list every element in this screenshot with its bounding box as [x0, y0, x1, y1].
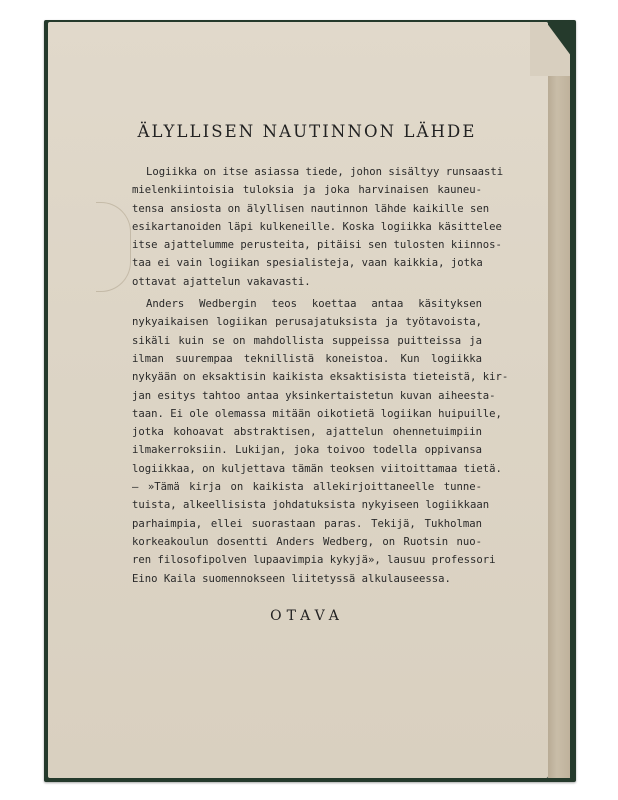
paragraph-2 — [132, 295, 509, 588]
headline: ÄLYLLISEN NAUTINNON LÄHDE — [137, 122, 477, 141]
text-line: sikäli kuin se on mahdollista suppeissa puitteissa ja — [132, 334, 482, 347]
text-line: Logiikka on itse asiassa tiede, johon sisältyy runsaasti — [146, 166, 504, 178]
text-line: Eino Kaila suomennokseen liitetyssä alkulauseessa. — [132, 572, 451, 585]
paper-stain — [96, 202, 131, 292]
text-line: ilmakerroksiin. Lukijan, joka toivoo todella oppivansa — [132, 444, 482, 457]
text-line: Anders Wedbergin teos koettaa antaa käsityksen — [146, 298, 482, 311]
text-line: taa ei vain logiikan spesialisteja, vaan kaikkia, jotka — [132, 257, 483, 270]
text-line: jan esitys tahtoo antaa yksinkertaistetun kuvan aiheesta- — [132, 389, 496, 402]
text-line: nykyään on eksaktisin kaikista eksaktisista tieteistä, kir- — [132, 371, 509, 384]
text-line: mielenkiintoisia tuloksia ja joka harvinaisen kauneu- — [132, 184, 482, 197]
text-line: ottavat ajattelun vakavasti. — [132, 275, 311, 288]
jacket-text-block — [132, 122, 509, 624]
publisher-name: OTAVA — [270, 607, 344, 624]
text-line: logiikkaa, on kuljettava tämän teoksen viitoittamaa tietä. — [132, 462, 502, 475]
text-line: korkeakoulun dosentti Anders Wedberg, on Ruotsin nuo- — [132, 535, 482, 548]
text-line: tuista, alkeellisista johdatuksista nykyiseen logiikkaan — [132, 499, 490, 512]
text-line: itse ajattelumme perusteita, pitäisi sen tulosten kiinnos- — [132, 239, 502, 252]
text-line: nykyaikaisen logiikan perusajatuksista ja työtavoista, — [132, 316, 482, 329]
paragraph-1 — [132, 163, 504, 291]
text-line: taan. Ei ole olemassa mitään oikotietä logiikan huipuille, — [132, 407, 502, 420]
text-line: tensa ansiosta on älyllisen nautinnon lähde kaikille sen — [132, 202, 490, 215]
text-line: esikartanoiden läpi kulkeneille. Koska logiikka käsittelee — [132, 220, 502, 233]
text-line: ilman suurempaa teknillistä koneistoa. Kun logiikka — [132, 352, 482, 365]
text-line: ren filosofipolven lupaavimpia kykyjä», lausuu professori — [132, 554, 496, 567]
text-line: jotka kohoavat abstraktisen, ajattelun ohennetuimpiin — [132, 426, 482, 439]
text-line: parhaimpia, ellei suorastaan paras. Tekijä, Tukholman — [132, 517, 482, 530]
text-line: — »Tämä kirja on kaikista allekirjoittaneelle tunne- — [132, 481, 482, 494]
jacket-spine-fold — [548, 72, 570, 778]
